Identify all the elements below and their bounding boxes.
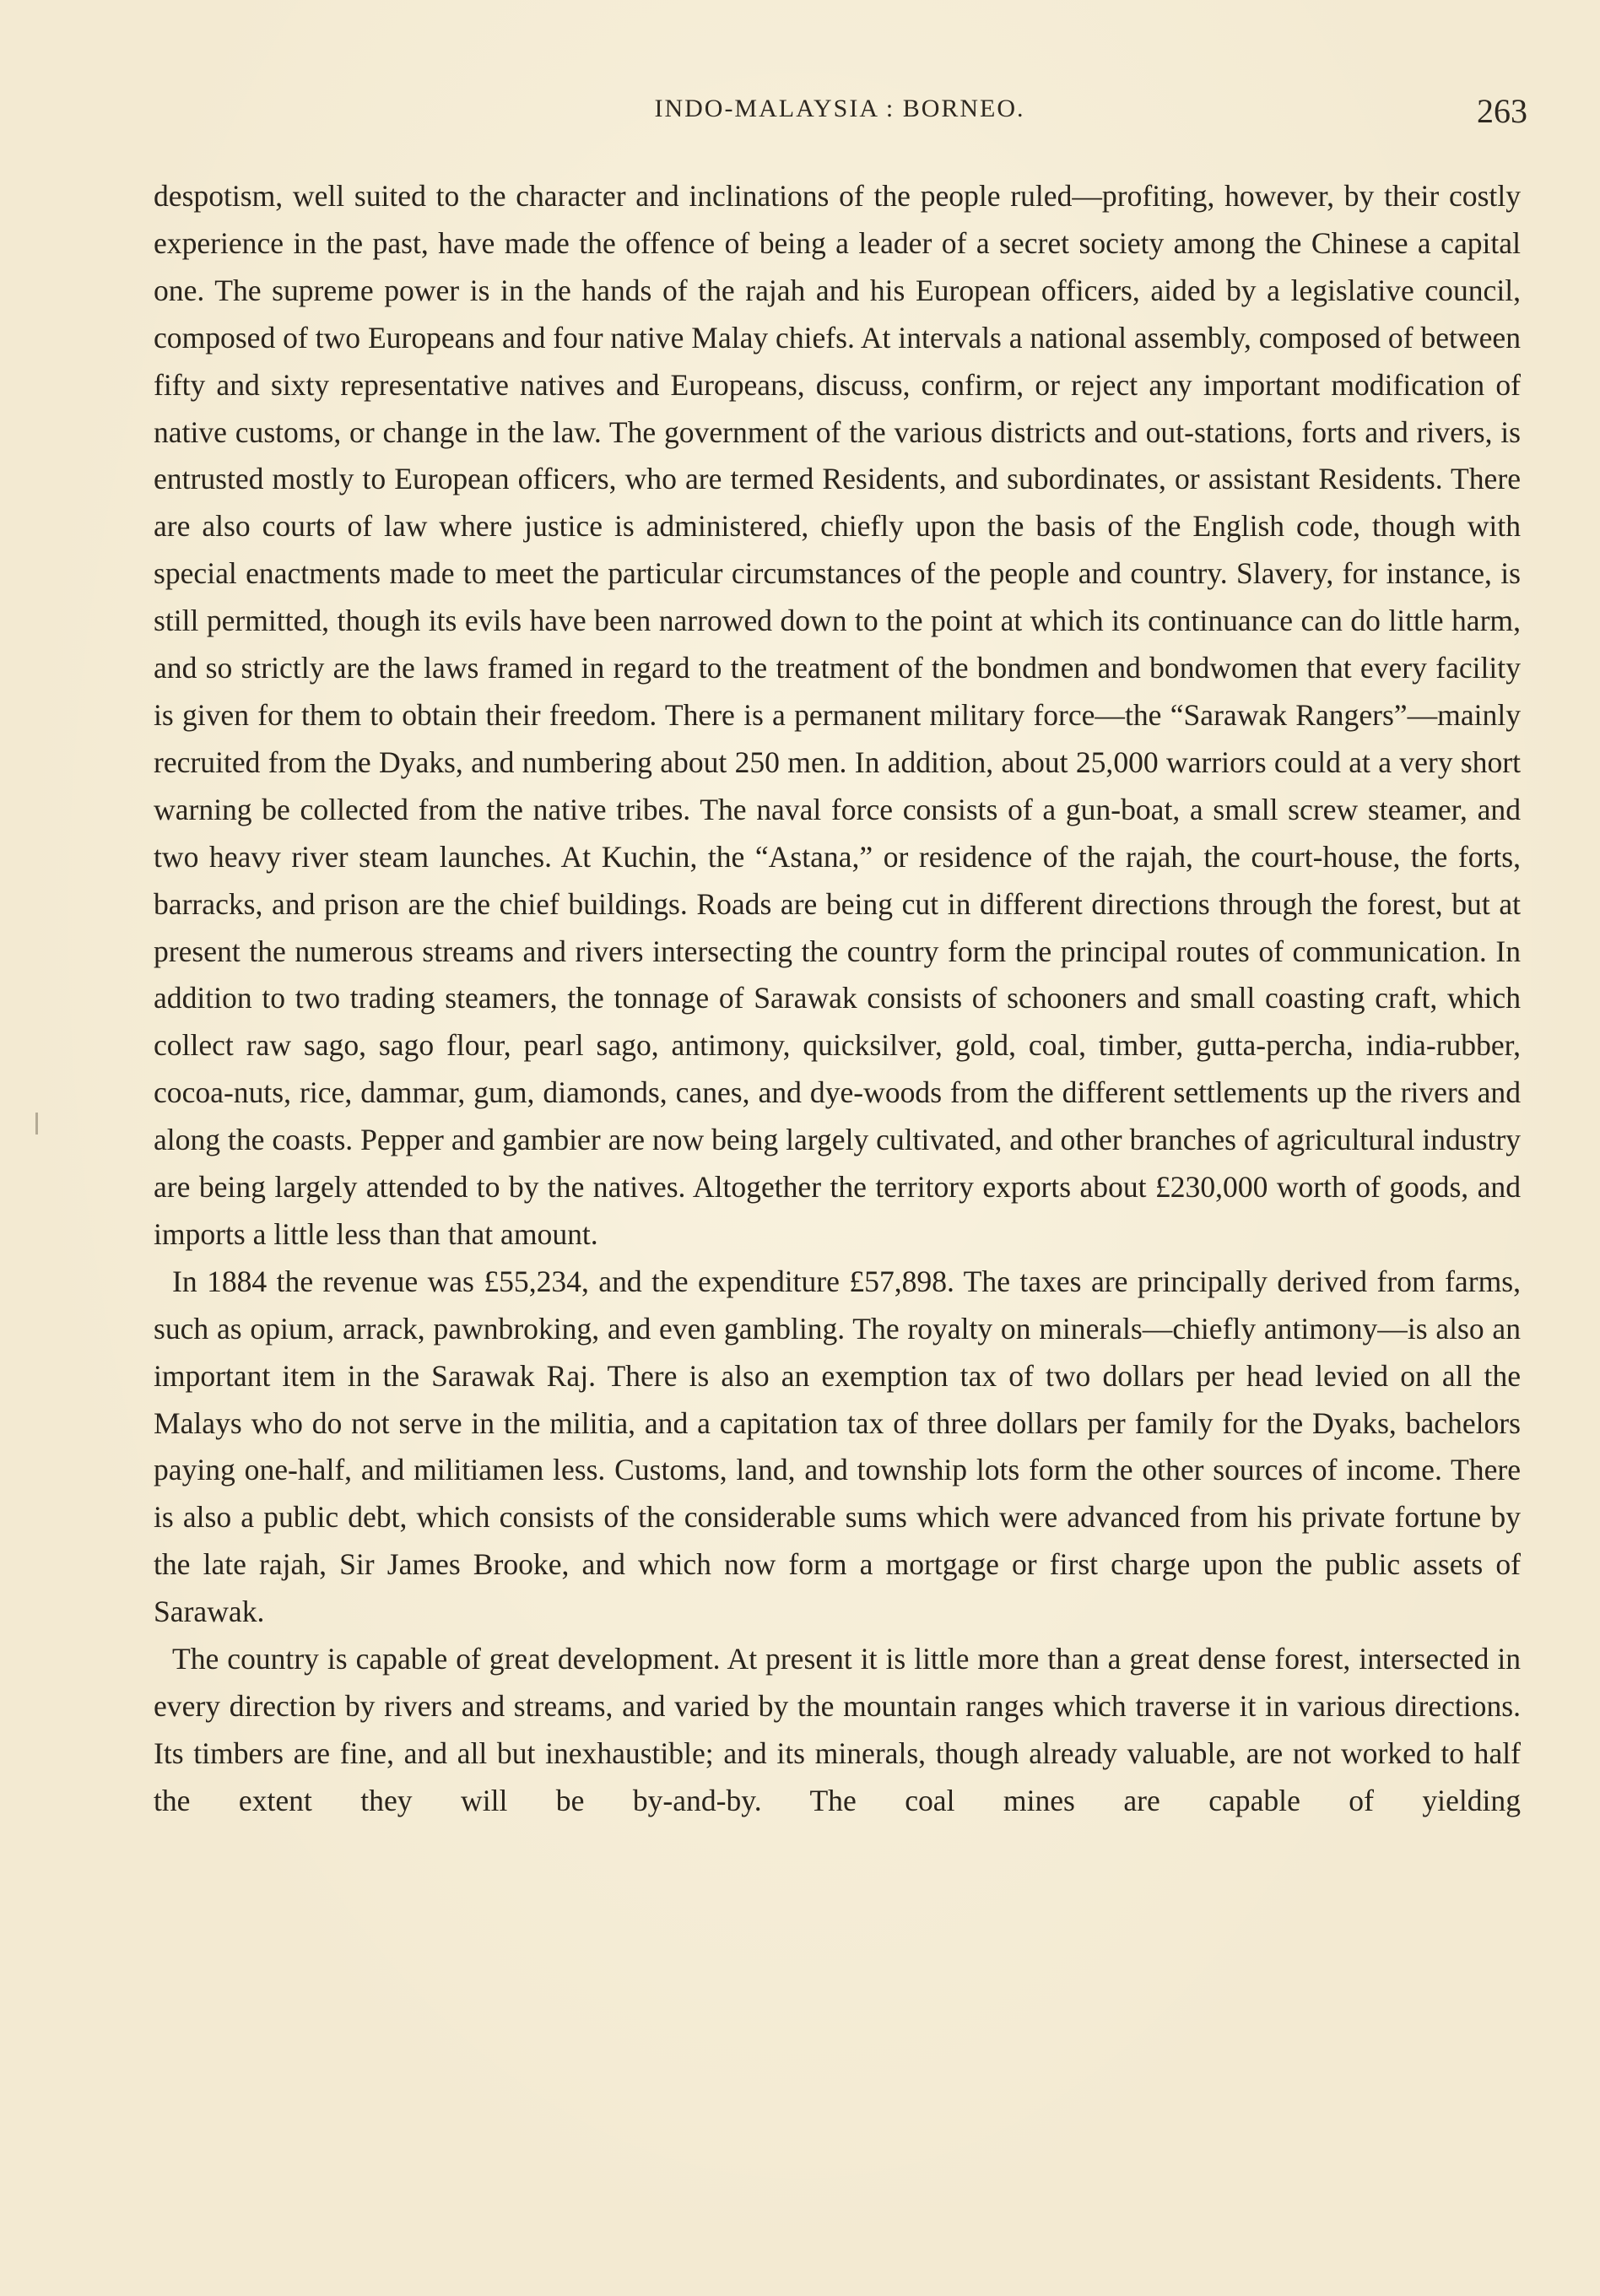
paragraph-1: despotism, well suited to the character and inclinations of the people ruled—profiting, however, by their costly experience in the past, have made the offence of being a leader of a secret society among the Chinese a capital one. The supreme power is in the hands of the rajah and his European officers, aided by a legislative council, composed of two Europeans and four native Malay chiefs. At intervals a national assembly, composed of between fifty and sixty representative natives and Europeans, discuss, confirm, or reject any important modification of native customs, or change in the law. The government of the various districts and out-stations, forts and rivers, is entrusted mostly to European officers, who are termed Residents, and subordinates, or assistant Residents. There are also courts of law where justice is administered, chiefly upon the basis of the English code, though with special enactments made to meet the particular circumstances of the people and country. Slavery, for instance, is still permitted, though its evils have been narrowed down to the point at which its continuance can do little harm, and so strictly are the laws framed in regard to the treatment of the bondmen and bondwomen that every facility is given for them to obtain their freedom. There is a permanent military force—the “Sarawak Rangers”—mainly recruited from the Dyaks, and numbering about 250 men. In addition, about 25,000 warriors could at a very short warning be collected from the native tribes. The naval force consists of a gun-boat, a small screw steamer, and two heavy river steam launches. At Kuchin, the “Astana,” or residence of the rajah, the court-house, the forts, barracks, and prison are the chief buildings. Roads are being cut in different directions through the forest, but at present the numerous streams and rivers intersecting the country form the principal routes of communication. In addition to two trading steamers, the tonnage of Sarawak consists of schooners and small coasting craft, which collect raw sago, sago flour, pearl sago, antimony, quicksilver, gold, coal, timber, gutta-percha, india-rubber, cocoa-nuts, rice, dammar, gum, diamonds, canes, and dye-woods from the different settlements up the rivers and along the coasts. Pepper and gambier are now being largely cultivated, and other branches of agricultural industry are being largely attended to by the natives. Altogether the territory exports about £230,000 worth of goods, and imports a little less than that amount. — [154, 179, 1521, 1251]
margin-mark — [35, 1113, 38, 1134]
running-head — [143, 91, 1536, 133]
page-number: 263 — [1477, 92, 1527, 130]
paragraph-3: The country is capable of great development. At present it is little more than a great dense forest, intersected in every direction by rivers and streams, and varied by the mountain ranges which traverse it in various directions. Its timbers are fine, and all but inexhaustible; and its minerals, though already valuable, are not worked to half the extent they will be by-and-by. The coal mines are capable of yielding — [154, 1642, 1521, 1817]
text-body — [154, 173, 1521, 1825]
running-title: INDO-MALAYSIA : BORNEO. — [654, 95, 1025, 122]
paragraph-2: In 1884 the revenue was £55,234, and the expenditure £57,898. The taxes are principally derived from farms, such as opium, arrack, pawnbroking, and even gambling. The royalty on minerals—chiefly antimony—is also an important item in the Sarawak Raj. There is also an exemption tax of two dollars per head levied on all the Malays who do not serve in the militia, and a capitation tax of three dollars per family for the Dyaks, bachelors paying one-half, and militiamen less. Customs, land, and township lots form the other sources of income. There is also a public debt, which consists of the considerable sums which were advanced from his private fortune by the late rajah, Sir James Brooke, and which now form a mortgage or first charge upon the public assets of Sarawak. — [154, 1264, 1521, 1629]
